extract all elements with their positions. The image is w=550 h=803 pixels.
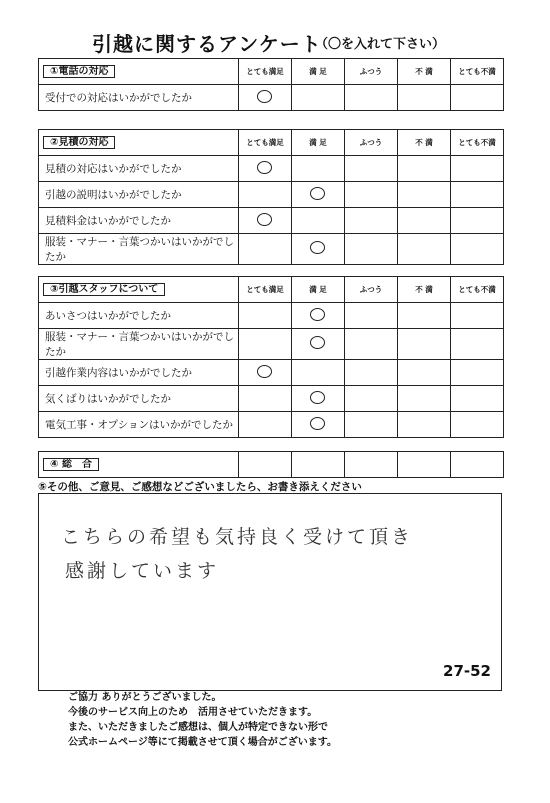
section-header-row [39,130,504,156]
circle-mark-icon [257,213,272,226]
question-row [39,85,504,111]
scale-header-cell: とても不満 [451,277,504,303]
rating-cell[interactable] [345,182,398,208]
rating-cell[interactable] [345,85,398,111]
rating-cell[interactable] [345,208,398,234]
scale-header-cell: ふつう [345,130,398,156]
section-phone [38,58,504,111]
rating-cell[interactable] [451,386,504,412]
scale-header-cell: 不 満 [398,59,451,85]
scale-header-cell: ふつう [345,59,398,85]
section-title: ②見積の対応 [43,136,115,149]
rating-cell[interactable] [239,303,292,329]
rating-cell[interactable] [239,156,292,182]
question-row [39,208,504,234]
title-row [50,28,520,54]
rating-cell[interactable] [345,360,398,386]
section-header-row [39,277,504,303]
scale-header-cell: ふつう [345,277,398,303]
section-title: ④ 総 合 [43,458,99,471]
section-title: ①電話の対応 [43,65,115,78]
rating-cell[interactable] [292,85,345,111]
rating-cell[interactable] [345,329,398,360]
handwritten-comment-line1: こちらの希望も気持良く受けて頂き [61,526,414,548]
question-label: 服装・マナー・言葉つかいはいかがでしたか [39,329,239,360]
rating-cell[interactable] [451,329,504,360]
scale-header-cell: 不 満 [398,130,451,156]
section-overall [38,451,504,478]
rating-cell[interactable] [239,386,292,412]
rating-cell[interactable] [451,234,504,265]
rating-cell[interactable] [239,85,292,111]
rating-cell[interactable] [292,412,345,438]
section-header-row [39,452,504,478]
question-row [39,234,504,265]
question-label: あいさつはいかがでしたか [39,303,239,329]
question-label: 見積の対応はいかがでしたか [39,156,239,182]
rating-cell[interactable] [451,303,504,329]
rating-cell[interactable] [451,85,504,111]
section-title-cell [39,59,239,85]
section-estimate [38,129,504,265]
section-header-row [39,59,504,85]
section-title-cell [39,130,239,156]
rating-cell[interactable] [398,182,451,208]
rating-cell[interactable] [451,412,504,438]
rating-cell[interactable] [292,182,345,208]
section5-title: ⑤その他、ご意見、ご感想などございましたら、お書き添えください [38,481,362,493]
rating-cell[interactable] [451,156,504,182]
scale-header-cell: 満 足 [292,59,345,85]
circle-mark-icon [257,161,272,174]
scale-header-cell: とても満足 [239,59,292,85]
footer-line1: ご協力 ありがとうございました。 [68,692,222,703]
scale-header-cell: とても満足 [239,277,292,303]
title-note: （〇を入れて下さい） [315,37,446,52]
rating-cell[interactable] [292,386,345,412]
section-title: ③引越スタッフについて [43,283,165,296]
section-title-cell [39,277,239,303]
scale-header-cell: 満 足 [292,277,345,303]
question-label: 見積料金はいかがでしたか [39,208,239,234]
rating-cell[interactable] [398,208,451,234]
rating-cell[interactable] [239,412,292,438]
rating-cell[interactable] [451,360,504,386]
rating-cell[interactable] [292,303,345,329]
footer-line4: 公式ホームページ等にて掲載させて頂く場合がございます。 [68,737,337,748]
question-row [39,360,504,386]
rating-cell[interactable] [345,156,398,182]
footer-line2: 今後のサービス向上のため 活用させていただきます。 [68,707,318,718]
rating-cell[interactable] [239,182,292,208]
scale-header-cell [239,452,292,478]
rating-cell[interactable] [398,386,451,412]
scale-header-cell [451,452,504,478]
rating-cell[interactable] [345,303,398,329]
question-row [39,386,504,412]
question-label: 電気工事・オプションはいかがでしたか [39,412,239,438]
page-title: 引越に関するアンケート [92,32,322,56]
rating-cell[interactable] [292,360,345,386]
rating-cell[interactable] [345,412,398,438]
question-label: 引越の説明はいかがでしたか [39,182,239,208]
scale-header-cell: 不 満 [398,277,451,303]
rating-cell[interactable] [345,234,398,265]
rating-cell[interactable] [292,156,345,182]
section-staff [38,276,504,438]
rating-cell[interactable] [398,329,451,360]
footer-notes [68,690,337,750]
scale-header-cell [345,452,398,478]
question-row [39,412,504,438]
scale-header-cell: 満 足 [292,130,345,156]
scale-header-cell: とても不満 [451,130,504,156]
rating-cell[interactable] [451,208,504,234]
question-label: 服装・マナー・言葉つかいはいかがでしたか [39,234,239,265]
question-label: 受付での対応はいかがでしたか [39,85,239,111]
rating-cell[interactable] [239,360,292,386]
circle-mark-icon [310,241,325,254]
question-row [39,156,504,182]
rating-cell[interactable] [451,182,504,208]
rating-cell[interactable] [292,234,345,265]
rating-cell[interactable] [345,386,398,412]
question-label: 引越作業内容はいかがでしたか [39,360,239,386]
rating-cell[interactable] [398,156,451,182]
rating-cell[interactable] [398,412,451,438]
rating-cell[interactable] [239,329,292,360]
rating-cell[interactable] [398,303,451,329]
footer-line3: また、いただきましたご感想は、個人が特定できない形で [68,722,328,733]
handwritten-comment-line2: 感謝しています [65,560,220,582]
circle-mark-icon [310,308,325,321]
scale-header-cell [398,452,451,478]
scale-header-cell [292,452,345,478]
question-row [39,303,504,329]
circle-mark-icon [310,391,325,404]
circle-mark-icon [310,187,325,200]
scale-header-cell: とても不満 [451,59,504,85]
rating-cell[interactable] [398,85,451,111]
comment-box[interactable] [38,493,502,691]
circle-mark-icon [257,90,272,103]
rating-cell[interactable] [292,329,345,360]
circle-mark-icon [310,417,325,430]
rating-cell[interactable] [398,360,451,386]
circle-mark-icon [257,365,272,378]
scale-header-cell: とても満足 [239,130,292,156]
circle-mark-icon [310,336,325,349]
rating-cell[interactable] [239,208,292,234]
question-label: 気くばりはいかがでしたか [39,386,239,412]
rating-cell[interactable] [239,234,292,265]
rating-cell[interactable] [292,208,345,234]
question-row [39,182,504,208]
section-title-cell [39,452,239,478]
question-row [39,329,504,360]
rating-cell[interactable] [398,234,451,265]
form-code: 27-52 [443,662,491,680]
